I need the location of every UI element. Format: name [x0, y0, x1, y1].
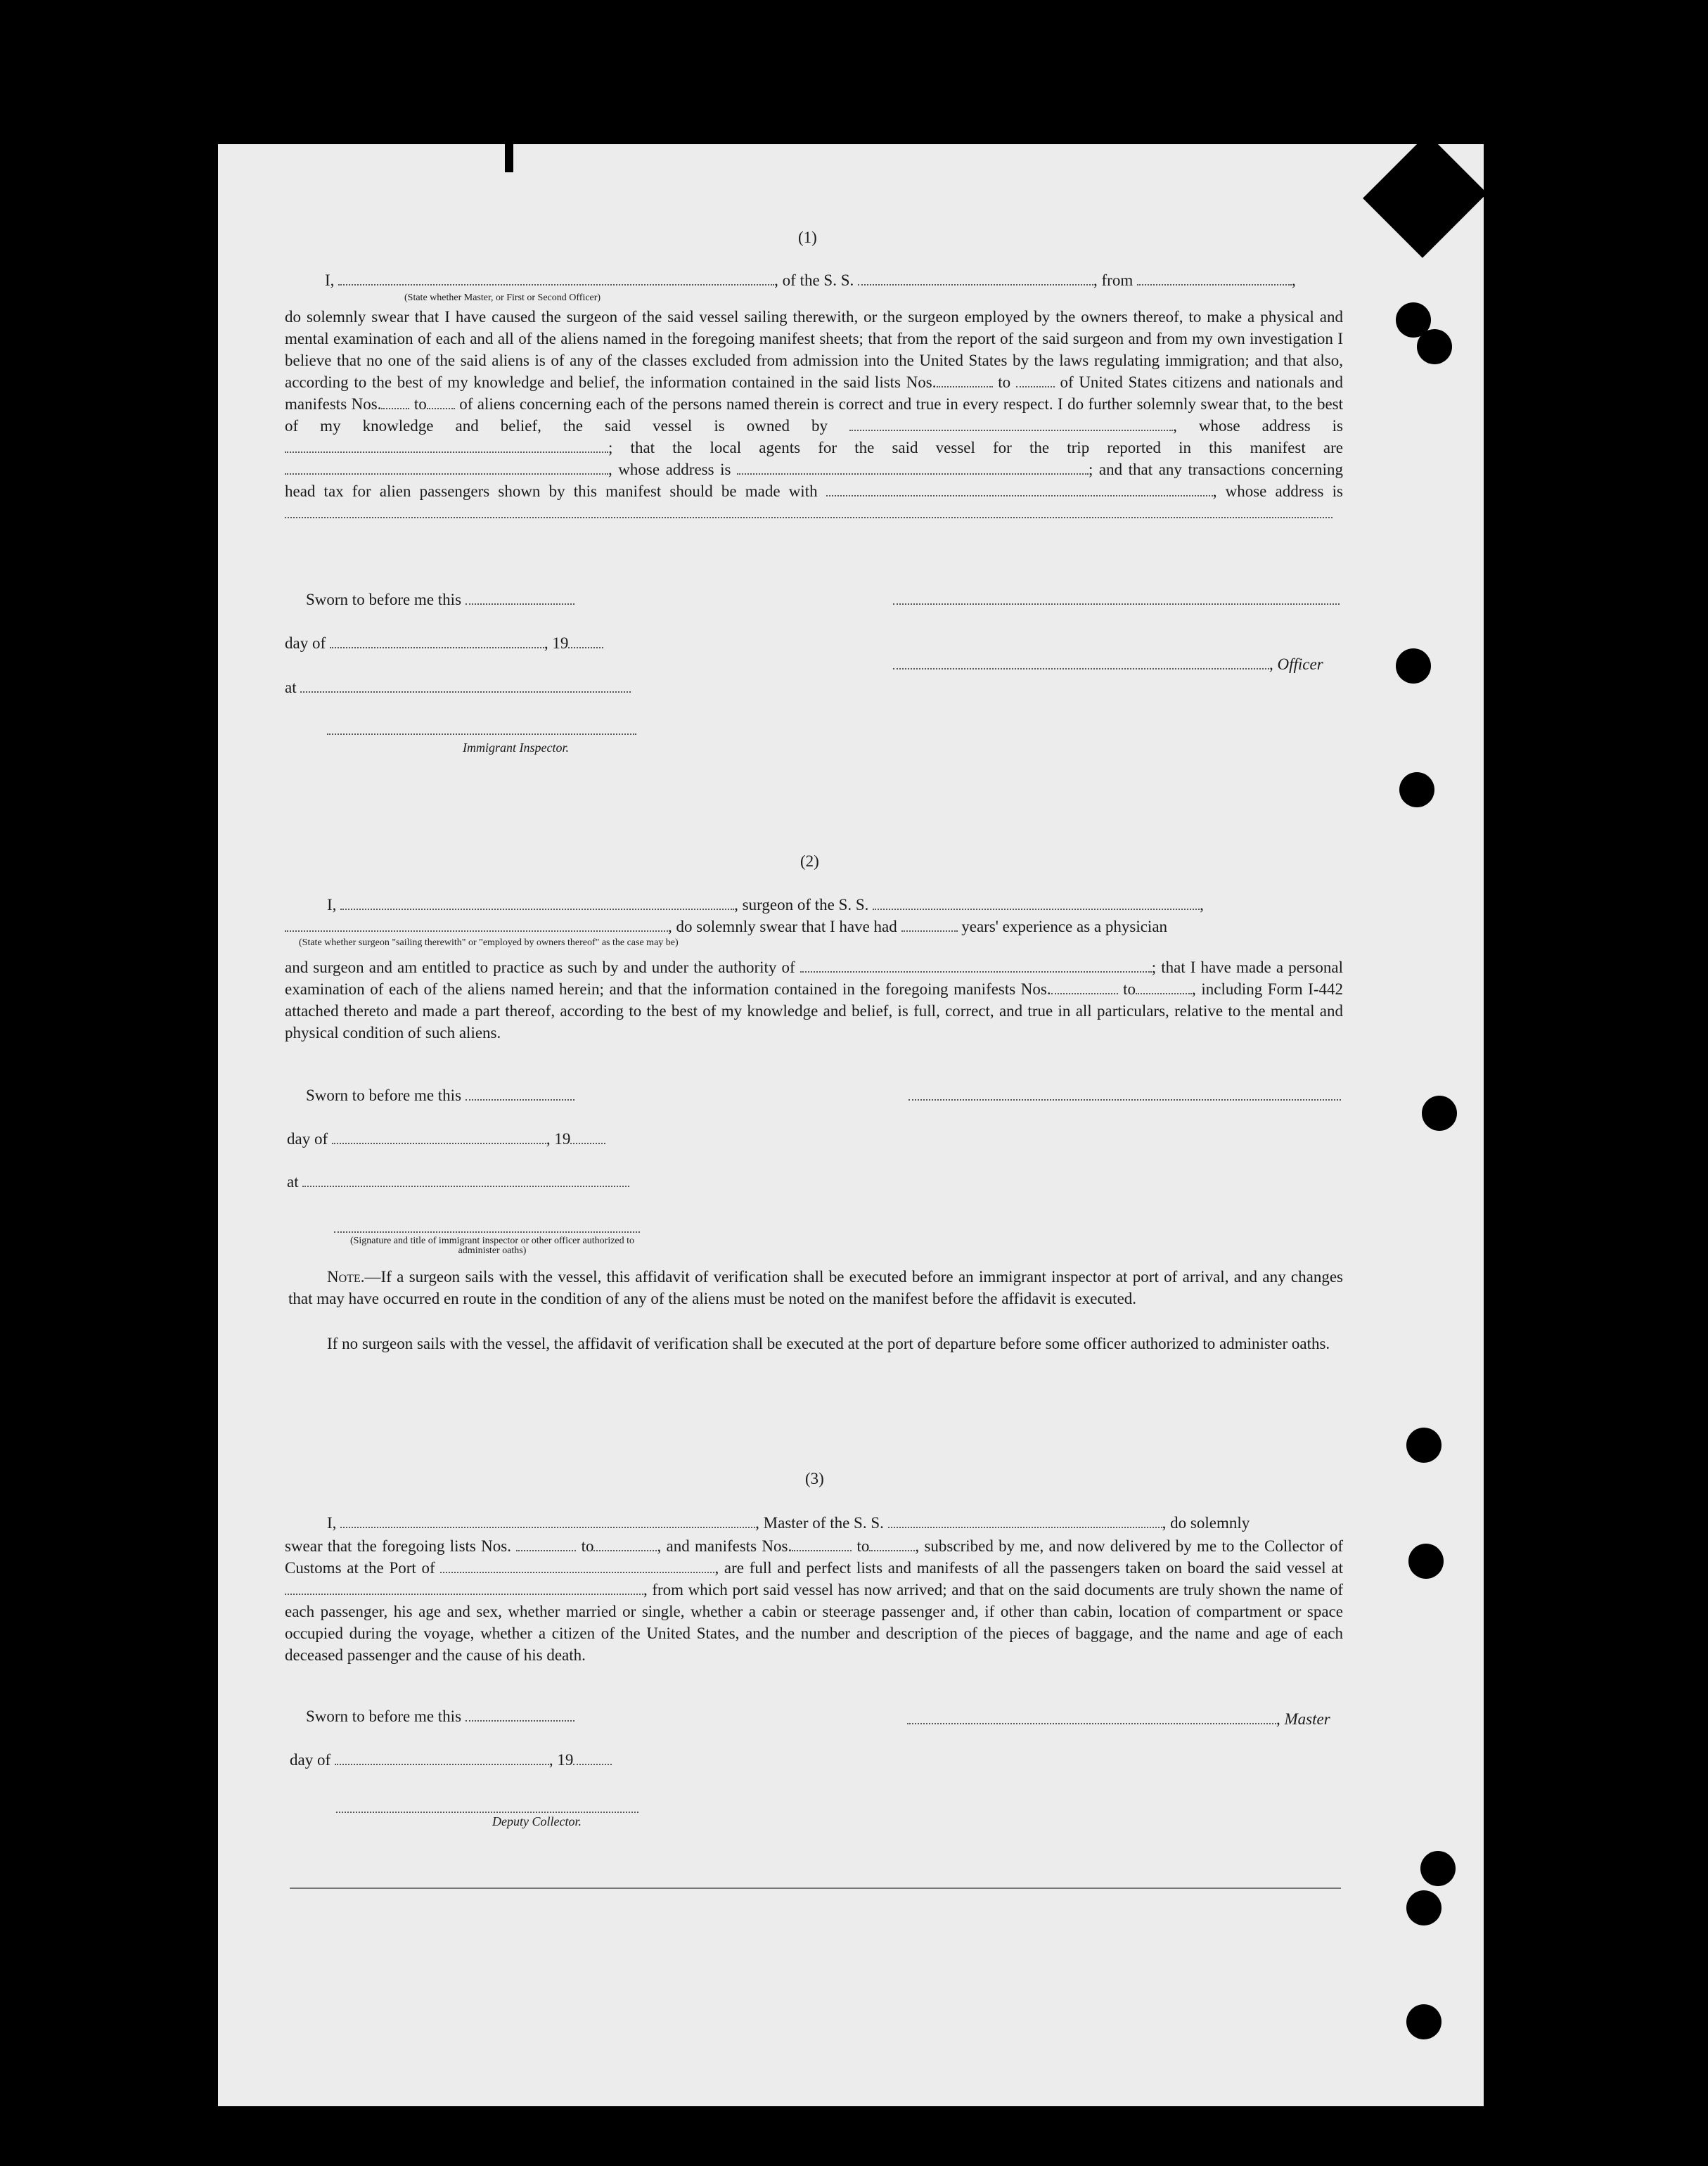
oath-text: to — [581, 1537, 594, 1555]
officer-signature-field-2[interactable] — [893, 655, 1269, 669]
surgeon-status-field[interactable] — [285, 918, 668, 932]
text-i: I, — [327, 896, 337, 914]
at-text: at — [287, 1173, 299, 1191]
master-name-field[interactable] — [340, 1514, 755, 1528]
oath-text: , including Form I-442 attached thereto and made a part thereof, according to the best of my knowledge and belief, is full, correct, and true in all particulars, relative to the mental and physical condition of such aliens. — [285, 980, 1343, 1042]
section-1-oath-paragraph — [285, 306, 1343, 524]
oath-text: , subscribed by me, and now delivered by me to the Collector of Customs at the Port of — [285, 1537, 1344, 1577]
oath-text: do solemnly swear that I have caused the surgeon of the said vessel sailing therewith, or the surgeon employed by the owners thereof, to make a physical and mental examination of each and all of the aliens named in the foregoing manifest sheets; that from the report of the said surgeon and from my own investigation I believe that no one of the said aliens is of any of the classes excluded from admission into the United States by the laws regulating immigration; and that also, according to the best of my knowledge and belief, the information contained in the said lists Nos. — [285, 308, 1343, 391]
officer-signature-field-1[interactable] — [893, 591, 1340, 605]
inspector-signature-field[interactable] — [327, 721, 636, 735]
inspector-signature-line — [327, 721, 636, 739]
bottom-rule — [290, 1888, 1341, 1889]
year-field[interactable] — [568, 634, 603, 648]
punch-hole — [1417, 329, 1452, 364]
lists-from-field-3[interactable] — [516, 1537, 576, 1551]
year-text: , 19 — [544, 634, 569, 652]
year-text: , 19 — [546, 1130, 571, 1148]
collector-signature-field[interactable] — [336, 1799, 638, 1813]
oath-text: to — [856, 1537, 870, 1555]
oath-officer-caption: (Signature and title of immigrant inspector or other officer authorized to administer oaths) — [349, 1236, 635, 1256]
text-years-experience: years' experience as a physician — [961, 918, 1168, 935]
day-of-line-1 — [285, 634, 603, 653]
oath-text: of aliens concerning each of the persons named therein is correct and true in every respect. I do further solemnly swear that, to the best of my knowledge and belief, the said vessel is owned by — [285, 395, 1344, 435]
manifests-from-field-2[interactable] — [1051, 980, 1118, 994]
section-1-first-line: I, , of the S. S. , from , — [325, 271, 1296, 289]
oath-officer-signature-field[interactable] — [334, 1219, 640, 1233]
punch-hole — [1406, 2004, 1441, 2039]
month-field-3[interactable] — [335, 1751, 549, 1765]
text-of-ss: , of the S. S. — [774, 271, 854, 289]
note-paragraph — [288, 1266, 1343, 1309]
surgeon-caption: (State whether surgeon "sailing therewith" or "employed by owners thereof" as the case may be) — [299, 937, 679, 948]
agents-address-field[interactable] — [737, 461, 1089, 475]
owner-field[interactable] — [849, 417, 1173, 431]
collector-signature-line — [336, 1799, 638, 1817]
oath-text: to — [998, 373, 1011, 391]
at-line-1 — [285, 679, 631, 697]
surgeon-name-field[interactable] — [340, 896, 734, 910]
note-text: —If a surgeon sails with the vessel, this affidavit of verification shall be executed before an immigrant inspector at port of arrival, and any changes that may have occurred en route in the condition of any of the aliens must be noted on the manifest before the affidavit is executed. — [288, 1268, 1343, 1307]
sworn-line-1 — [306, 591, 574, 609]
lists-to-field-3[interactable] — [593, 1537, 657, 1551]
departure-port-field[interactable] — [1137, 271, 1292, 286]
year-field-2[interactable] — [570, 1130, 605, 1144]
oath-text: , from which port said vessel has now arrived; and that on the said documents are truly shown the name of each passenger, his age and sex, whether married or single, whether a cabin or steerage passenger and, if other than cabin, location of compartment or space occupied during the voyage, whether a citizen of the United States, and the number and description of the pieces of baggage, and the name and age of each deceased passenger and the cause of his death. — [285, 1581, 1343, 1664]
section-3-first-line — [327, 1514, 1250, 1532]
sworn-day-field-3[interactable] — [465, 1707, 574, 1722]
place-field[interactable] — [300, 679, 631, 693]
punch-hole — [1420, 1851, 1456, 1886]
oath-text: and surgeon and am entitled to practice as such by and under the authority of — [285, 959, 795, 976]
oath-text: to — [1123, 980, 1136, 998]
text-i: I, — [325, 271, 335, 289]
year-text: , 19 — [548, 1751, 574, 1769]
oath-text: , and manifests Nos. — [657, 1537, 792, 1555]
text-surgeon-of: , surgeon of the S. S. — [734, 896, 869, 914]
owner-address-field[interactable] — [285, 439, 608, 453]
day-of-line-2 — [287, 1130, 605, 1148]
oath-text: of United States citizens and nationals and manifests Nos. — [285, 373, 1343, 413]
collector-port-field[interactable] — [440, 1559, 714, 1573]
year-field-3[interactable] — [573, 1751, 612, 1765]
surgeon-vessel-field[interactable] — [873, 896, 1200, 910]
master-label: , Master — [1276, 1710, 1330, 1728]
embark-port-field[interactable] — [285, 1581, 643, 1595]
text-master-of: , Master of the S. S. — [755, 1514, 884, 1532]
note-label: Note. — [327, 1268, 365, 1286]
section-2-number: (2) — [800, 852, 819, 870]
sworn-text: Sworn to before me this — [306, 591, 462, 608]
master-vessel-field[interactable] — [888, 1514, 1162, 1528]
month-field-2[interactable] — [332, 1130, 546, 1144]
oath-text: swear that the foregoing lists Nos. — [285, 1537, 511, 1555]
head-tax-contact-field[interactable] — [826, 482, 1213, 496]
text-from: , from — [1093, 271, 1134, 289]
officer-signature-line — [893, 591, 1340, 609]
section-1-number: (1) — [798, 229, 817, 246]
section-3-number: (3) — [805, 1470, 824, 1487]
day-of-text: day of — [290, 1751, 331, 1769]
note-text-2: If no surgeon sails with the vessel, the affidavit of verification shall be executed at the port of departure before some officer authorized to administer oaths. — [327, 1335, 1330, 1352]
oath-text: , whose address is — [608, 461, 731, 478]
oath-text: ; that the local agents for the said vessel for the trip reported in this manifest are — [608, 439, 1343, 456]
punch-hole — [1406, 1428, 1441, 1463]
month-field[interactable] — [330, 634, 544, 648]
text-do-solemnly: , do solemnly — [1162, 1514, 1250, 1532]
punch-hole — [1396, 648, 1431, 684]
manifests-from-field[interactable] — [381, 395, 409, 409]
surgeon-signature-line — [908, 1087, 1341, 1105]
head-tax-address-field[interactable] — [285, 504, 1333, 518]
sworn-day-field-2[interactable] — [465, 1087, 574, 1101]
master-signature-field[interactable] — [907, 1710, 1276, 1724]
manifests-to-field-3[interactable] — [869, 1537, 915, 1551]
sworn-text: Sworn to before me this — [306, 1707, 462, 1725]
inspector-label: Immigrant Inspector. — [463, 741, 569, 755]
master-signature-line — [907, 1710, 1330, 1729]
vessel-name-field[interactable] — [858, 271, 1093, 286]
punch-hole — [1422, 1096, 1457, 1131]
manifests-to-field-2[interactable] — [1136, 980, 1192, 994]
oath-text: , whose address is — [1173, 417, 1344, 435]
officer-line — [893, 655, 1323, 674]
staple-mark — [505, 130, 513, 172]
at-line-2 — [287, 1173, 629, 1191]
place-field-2[interactable] — [302, 1173, 629, 1187]
punch-hole — [1399, 772, 1434, 807]
day-of-text: day of — [287, 1130, 328, 1148]
at-text: at — [285, 679, 297, 696]
officer-label: , Officer — [1269, 655, 1323, 673]
lists-to-field[interactable] — [1016, 373, 1055, 387]
manifests-from-field-3[interactable] — [792, 1537, 852, 1551]
section-2-oath-paragraph — [285, 956, 1343, 1044]
note-paragraph-2 — [288, 1333, 1343, 1354]
oath-text: ; that I have made a personal examination of each of the aliens named herein; and that the information contained in the foregoing manifests Nos. — [285, 959, 1344, 998]
punch-hole — [1408, 1544, 1444, 1579]
surgeon-signature-field[interactable] — [908, 1087, 1341, 1101]
sworn-text: Sworn to before me this — [306, 1087, 462, 1104]
local-agents-field[interactable] — [285, 461, 608, 475]
sworn-day-field[interactable] — [465, 591, 574, 605]
officer-rank-field[interactable] — [338, 271, 774, 286]
text-swear-had: , do solemnly swear that I have had — [668, 918, 897, 935]
lists-from-field[interactable] — [937, 373, 993, 387]
punch-hole — [1406, 1890, 1441, 1925]
sworn-line-2 — [306, 1087, 574, 1105]
authority-field[interactable] — [800, 959, 1152, 973]
oath-text: to — [413, 395, 427, 413]
rank-caption: (State whether Master, or First or Second Officer) — [404, 293, 601, 303]
section-3-oath-paragraph — [285, 1535, 1343, 1666]
sworn-line-3 — [306, 1707, 574, 1726]
day-of-text: day of — [285, 634, 326, 652]
punch-hole — [1396, 184, 1431, 219]
oath-officer-signature-line — [334, 1219, 640, 1237]
day-of-line-3 — [290, 1751, 612, 1769]
years-field[interactable] — [901, 918, 958, 932]
oath-text: , are full and perfect lists and manifests of all the passengers taken on board the said vessel at — [714, 1559, 1344, 1577]
section-2-second-line — [285, 918, 1167, 936]
text-i: I, — [327, 1514, 337, 1532]
oath-text: , whose address is — [1212, 482, 1343, 500]
manifests-to-field[interactable] — [427, 395, 455, 409]
oath-text: ; and that any transactions concerning head tax for alien passengers shown by this manifest should be made with — [285, 461, 1344, 500]
collector-label: Deputy Collector. — [492, 1814, 582, 1828]
section-2-first-line: I, , surgeon of the S. S. , — [327, 896, 1204, 914]
